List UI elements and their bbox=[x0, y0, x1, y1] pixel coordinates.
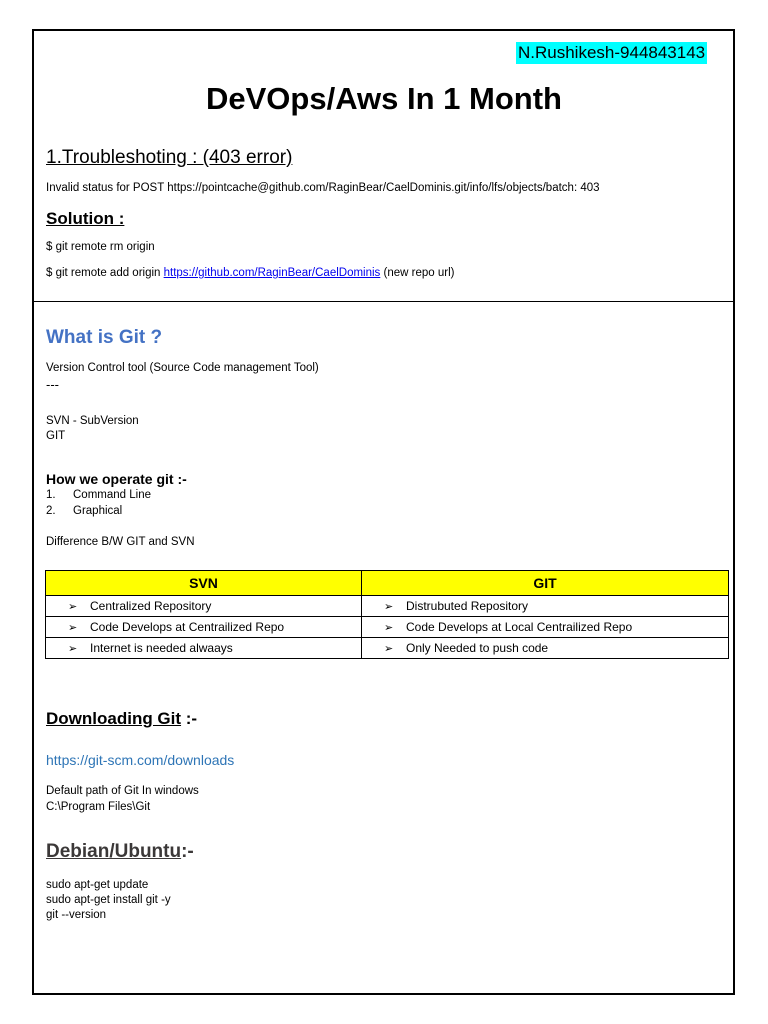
arrow-bullet-icon: ➢ bbox=[68, 622, 78, 634]
cell-text: Code Develops at Centrailized Repo bbox=[90, 620, 285, 634]
arrow-bullet-icon: ➢ bbox=[68, 643, 78, 655]
table-row bbox=[46, 617, 729, 638]
command-prefix: $ git remote add origin bbox=[46, 267, 164, 279]
dashes: --- bbox=[46, 377, 59, 392]
section-divider bbox=[34, 301, 735, 302]
table-cell bbox=[362, 617, 729, 638]
document-title: DeVOps/Aws In 1 Month bbox=[206, 81, 562, 116]
command-remove-origin: $ git remote rm origin bbox=[46, 241, 155, 253]
git-description: Version Control tool (Source Code management Tool) bbox=[46, 362, 319, 374]
list-item bbox=[46, 488, 151, 503]
repo-link[interactable]: https://github.com/RaginBear/CaelDominis bbox=[163, 267, 381, 279]
downloading-heading-suffix: :- bbox=[181, 709, 198, 728]
cell-text: Only Needed to push code bbox=[406, 641, 549, 655]
debian-heading-suffix: :- bbox=[181, 841, 194, 862]
table-cell bbox=[362, 596, 729, 617]
default-path: C:\Program Files\Git bbox=[46, 801, 151, 813]
debian-heading-text: Debian/Ubuntu bbox=[46, 841, 182, 862]
difference-label: Difference B/W GIT and SVN bbox=[46, 536, 195, 548]
list-text: Command Line bbox=[73, 489, 151, 501]
solution-heading: Solution : bbox=[46, 209, 125, 228]
cell-text: Distrubuted Repository bbox=[406, 599, 529, 613]
comparison-table bbox=[45, 570, 729, 659]
table-cell bbox=[46, 617, 362, 638]
debian-command: sudo apt-get update bbox=[46, 879, 149, 891]
debian-command: git --version bbox=[46, 909, 107, 921]
default-path-label: Default path of Git In windows bbox=[46, 785, 199, 797]
debian-heading bbox=[46, 840, 194, 864]
table-cell bbox=[46, 638, 362, 659]
author-badge: N.Rushikesh-944843143 bbox=[518, 43, 706, 62]
downloading-heading bbox=[46, 708, 197, 730]
arrow-bullet-icon: ➢ bbox=[384, 622, 394, 634]
cell-text: Code Develops at Local Centrailized Repo bbox=[406, 620, 633, 634]
table-row bbox=[46, 596, 729, 617]
troubleshooting-heading: 1.Troubleshoting : (403 error) bbox=[46, 147, 293, 168]
command-add-origin bbox=[46, 266, 454, 281]
cell-text: Internet is needed alwaays bbox=[90, 641, 233, 655]
list-number: 2. bbox=[46, 505, 56, 517]
download-url-link[interactable]: https://git-scm.com/downloads bbox=[46, 752, 235, 768]
command-suffix: (new repo url) bbox=[380, 267, 455, 279]
table-cell bbox=[362, 638, 729, 659]
column-header-git: GIT bbox=[362, 571, 729, 596]
list-item bbox=[46, 504, 122, 519]
tool-git: GIT bbox=[46, 430, 66, 442]
downloading-heading-text: Downloading Git bbox=[46, 709, 182, 728]
list-number: 1. bbox=[46, 489, 56, 501]
table-row bbox=[46, 638, 729, 659]
table-header-row bbox=[46, 571, 729, 596]
column-header-svn: SVN bbox=[46, 571, 362, 596]
list-text: Graphical bbox=[73, 505, 123, 517]
operate-heading: How we operate git :- bbox=[46, 471, 187, 487]
what-is-git-heading: What is Git ? bbox=[46, 327, 163, 348]
debian-command: sudo apt-get install git -y bbox=[46, 894, 171, 906]
arrow-bullet-icon: ➢ bbox=[68, 601, 78, 613]
arrow-bullet-icon: ➢ bbox=[384, 601, 394, 613]
cell-text: Centralized Repository bbox=[90, 599, 212, 613]
table-cell bbox=[46, 596, 362, 617]
arrow-bullet-icon: ➢ bbox=[384, 643, 394, 655]
error-line: Invalid status for POST https://pointcache@github.com/RaginBear/CaelDominis.git/info/lfs/objects/batch: 403 bbox=[46, 182, 600, 194]
tool-svn: SVN - SubVersion bbox=[46, 415, 139, 427]
